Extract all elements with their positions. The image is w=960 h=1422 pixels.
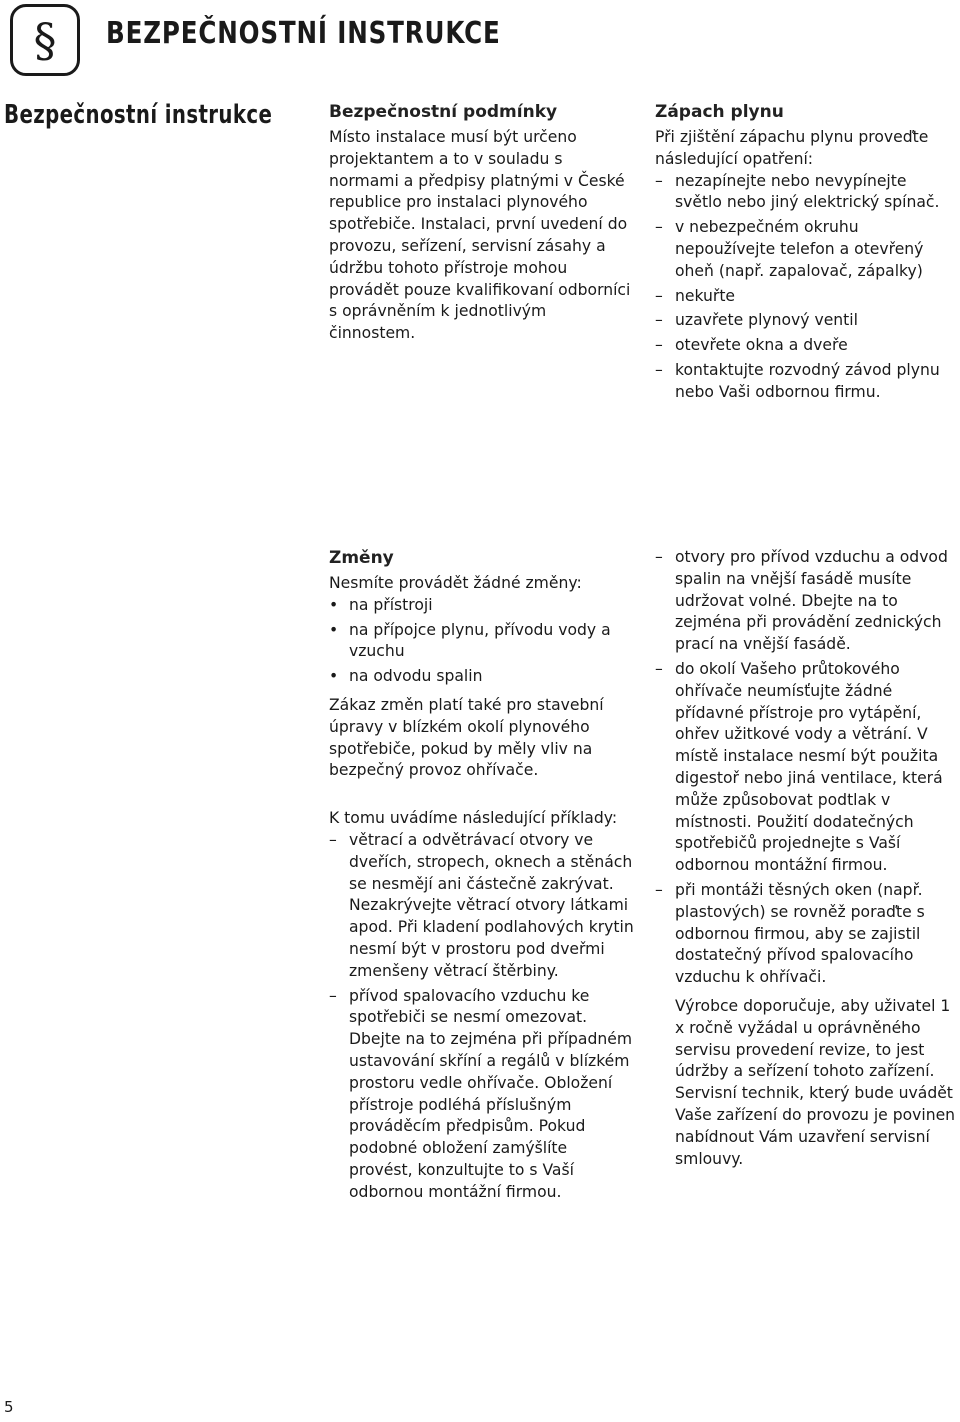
list-item: – nekuřte [655,286,955,308]
gas-smell-section [655,101,955,407]
gas-smell-intro: Při zjištění zápachu plynu proveďte následující opatření: [655,128,929,168]
list-item: – větrací a odvětrávací otvory ve dveřích, stropech, oknech a stěnách se nesmějí ani částečně zakrývat. Nezakrývejte větrací otvory látkami apod. Při kladení podlahových krytin nesmí být v prostoru pod dveřmi zmenšeny větrací štěrbiny. [329,830,634,983]
list-item: – otvory pro přívod vzduchu a odvod spalin na vnější fasádě musíte udržovat volné. Dbejte na to zejména při provádění zednických prací na vnější fasádě. [655,547,958,656]
examples-intro: K tomu uvádíme následující příklady: [329,809,618,828]
gas-smell-list [655,171,955,404]
list-item: • na přístroji [329,595,634,617]
list-item: – nezapínejte nebo nevypínejte světlo nebo jiný elektrický spínač. [655,171,955,215]
section-symbol-icon [10,4,80,76]
list-item: – kontaktujte rozvodný závod plynu nebo Vaši odbornou firmu. [655,360,955,404]
manufacturer-recommendation: Výrobce doporučuje, aby uživatel 1 x ročně vyžádal u oprávněného servisu provedení revize, to jest údržby a seřízení tohoto zařízení. Servisní technik, který bude uvádět Vaše zařízení do provozu je povinen nabídnout Vám uzavření servisní smlouvy. [675,996,956,1168]
list-item: – přívod spalovacího vzduchu ke spotřebiči se nesmí omezovat. Dbejte na to zejména při případném ustavování skříní a regálů v blízkém prostoru vedle ohřívače. Obložení přístroje podléhá příslušným prováděcím předpisům. Pokud podobné obložení zamýšlíte provést, konzultujte to s Vaší odbornou montážní firmou. [329,986,634,1204]
changes-ban-text: Zákaz změn platí také pro stavební úpravy v blízkém okolí plynového spotřebiče, pokud by měly vliv na bezpečný provoz ohřívače. [329,695,604,780]
changes-bullet-list [329,595,634,688]
list-item: – při montáži těsných oken (např. plastových) se rovněž poraďte s odbornou firmou, aby se zajistil dostatečný přívod spalovacího vzduchu k ohřívači. [655,880,958,989]
side-title: Bezpečnostní instrukce [4,100,273,130]
changes-section [329,547,634,1207]
list-item: • na přípojce plynu, přívodu vody a vzuchu [329,620,634,664]
list-item: – otevřete okna a dveře [655,335,955,357]
list-item: – v nebezpečném okruhu nepoužívejte telefon a otevřený oheň (např. zapalovač, zápalky) [655,217,955,282]
list-item: – do okolí Vašeho průtokového ohřívače neumísťujte žádné přídavné přístroje pro vytápění, ohřev užitkové vody a větrání. V místě instalace nesmí být použita digestoř nebo jiná ventilace, která může způsobovat podtlak v místnosti. Použití dodatečných spotřebičů projednejte s Vaší odbornou montážní firmou. [655,659,958,877]
changes-heading: Změny [329,548,394,568]
examples-list [329,830,634,1204]
list-item: • na odvodu spalin [329,666,634,688]
safety-conditions-heading: Bezpečnostní podmínky [329,102,558,122]
safety-conditions-section [329,101,634,345]
changes-intro: Nesmíte provádět žádné změny: [329,574,582,592]
page-number: 5 [4,1398,14,1416]
list-item: – uzavřete plynový ventil [655,310,955,332]
changes-continued-section [655,547,958,1170]
section-symbol: § [33,13,57,67]
gas-smell-heading: Zápach plynu [655,102,784,122]
changes-continued-list [655,547,958,989]
safety-conditions-text: Místo instalace musí být určeno projektantem a to v souladu s normami a předpisy platnými v České republice pro instalaci plynového spotřebiče. Instalaci, první uvedení do provozu, seřízení, servisní zásahy a údržbu tohoto přístroje mohou provádět pouze kvalifikovaní odborníci s oprávněním k jednotlivým činnostem. [329,128,631,343]
page-title: BEZPEČNOSTNÍ INSTRUKCE [106,16,501,51]
